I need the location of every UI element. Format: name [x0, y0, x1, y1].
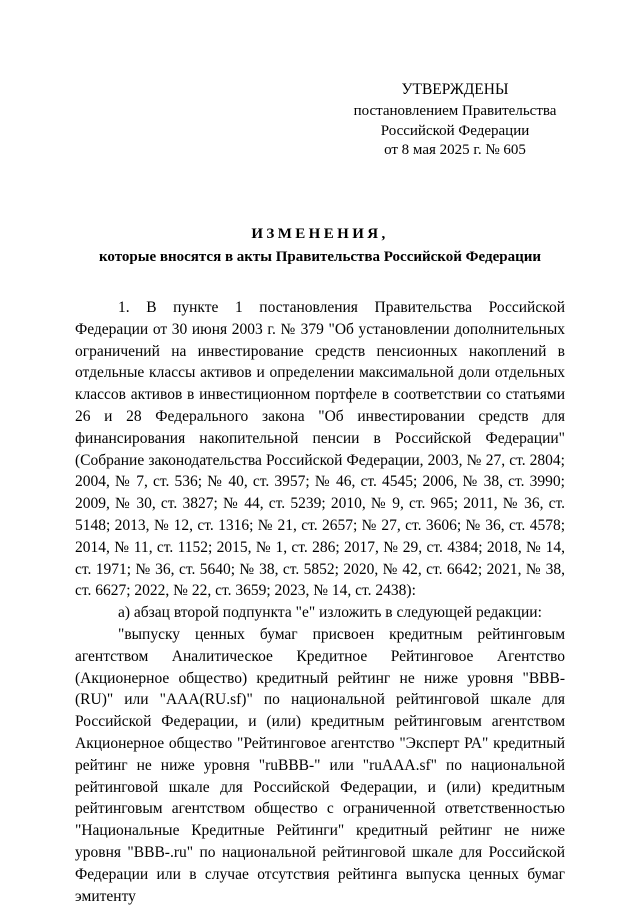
- paragraph-1: 1. В пункте 1 постановления Правительства Российской Федерации от 30 июня 2003 г. № 379 "Об установлении дополнительных ограничений на инвестирование средств пенсионных накоплений в отдельные классы активов и определении максимальной доли отдельных классов активов в инвестиционном портфеле в соответствии со статьями 26 и 28 Федерального закона "Об инвестировании средств для финансирования накопительной пенсии в Российской Федерации" (Собрание законодательства Российской Федерации, 2003, № 27, ст. 2804; 2004, № 7, ст. 536; № 40, ст. 3957; № 46, ст. 4545; 2006, № 38, ст. 3990; 2009, № 30, ст. 3827; № 44, ст. 5239; 2010, № 9, ст. 965; 2011, № 36, ст. 5148; 2013, № 12, ст. 1316; № 21, ст. 2657; № 27, ст. 3606; № 36, ст. 4578; 2014, № 11, ст. 1152; 2015, № 1, ст. 286; 2017, № 29, ст. 4384; 2018, № 14, ст. 1971; № 36, ст. 5640; № 38, ст. 5852; 2020, № 42, ст. 6642; 2021, № 38, ст. 6627; 2022, № 22, ст. 3659; 2023, № 14, ст. 2438):: [75, 299, 565, 600]
- approval-block: [330, 80, 580, 161]
- approval-line-decree: постановлением Правительства: [353, 103, 557, 119]
- document-title: ИЗМЕНЕНИЯ,: [251, 226, 389, 242]
- approval-line-date: от 8 мая 2025 г. № 605: [384, 142, 526, 158]
- document-subtitle: которые вносятся в акты Правительства Российской Федерации: [98, 249, 542, 265]
- paragraph-3: "выпуску ценных бумаг присвоен кредитным рейтинговым агентством Аналитическое Кредитное Рейтинговое Агентство (Акционерное общество) кредитный рейтинг не ниже уровня "ВВВ-(RU)" или "AAA(RU.sf)" по национальной рейтинговой шкале для Российской Федерации, и (или) кредитным рейтинговым агентством Акционерное общество "Рейтинговое агентство "Эксперт РА" кредитный рейтинг не ниже уровня "ruBBB-" или "ruAAA.sf" по национальной рейтинговой шкале для Российской Федерации, и (или) кредитным рейтинговым агентством общество с ограниченной ответственностью "Национальные Кредитные Рейтинги" кредитный рейтинг не ниже уровня "BBB-.ru" по национальной рейтинговой шкале для Российской Федерации или в случае отсутствия рейтинга выпуска ценных бумаг эмитенту: [75, 625, 565, 905]
- paragraph-2: а) абзац второй подпункта "е" изложить в следующей редакции:: [118, 604, 542, 622]
- approval-line-government: Российской Федерации: [380, 122, 530, 139]
- approval-heading: УТВЕРЖДЕНЫ: [401, 81, 509, 98]
- document-body: [75, 297, 565, 907]
